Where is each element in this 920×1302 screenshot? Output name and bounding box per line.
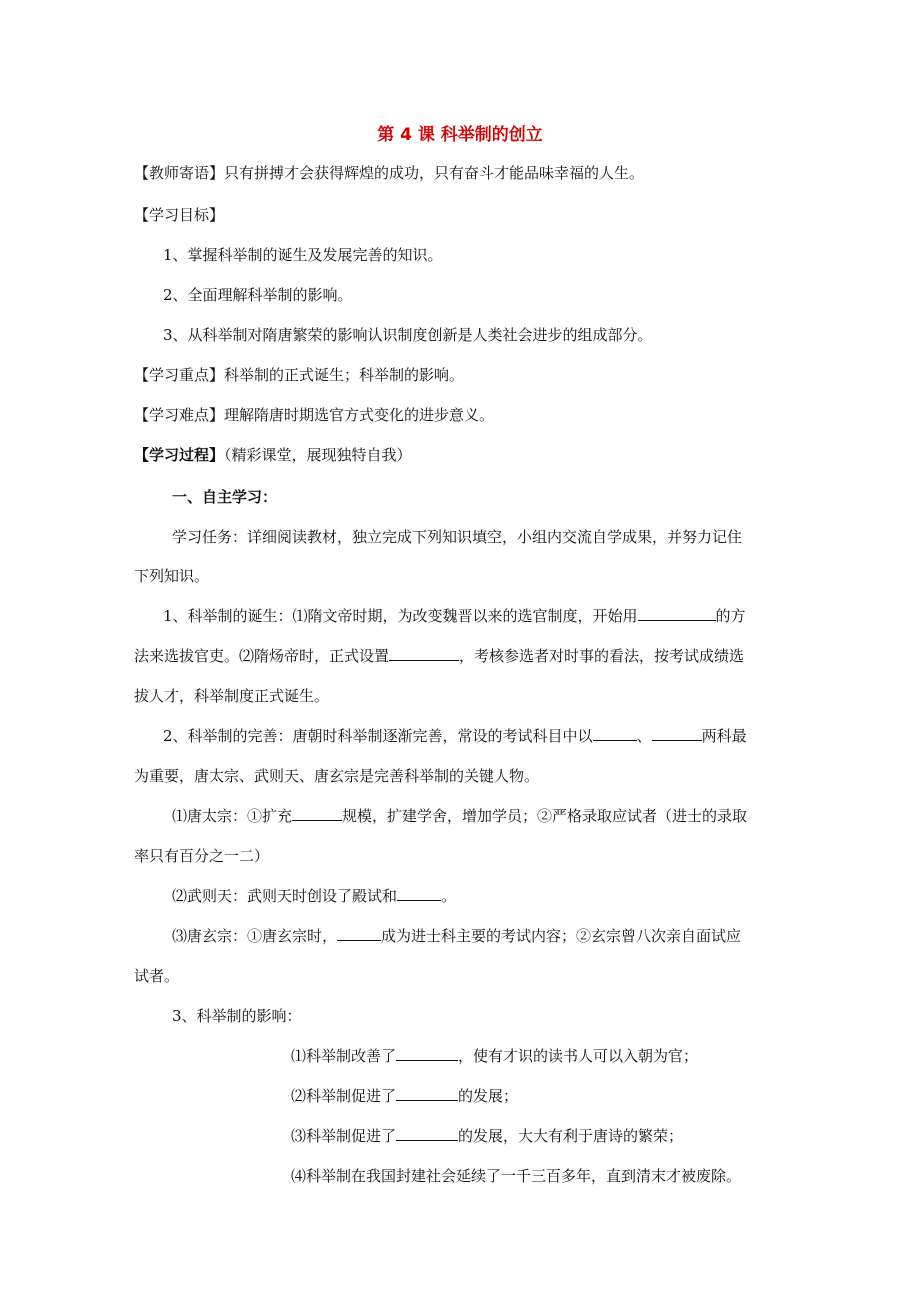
wuzetian-text: 。 (441, 887, 457, 905)
xuanzong-text: ⑶唐玄宗：①唐玄宗时， (172, 927, 338, 945)
page-title: 第 4 课 科举制的创立 (377, 125, 543, 145)
task-line-1: 学习任务：详细阅读教材，独立完成下列知识填空，小组内交流自学成果，并努力记住 (172, 528, 743, 546)
process-text: （精彩课堂，展现独特自我） (224, 446, 412, 464)
fill-blank[interactable] (389, 646, 459, 661)
perfect-line-1 (163, 726, 747, 746)
birth-text: 1、科举制的诞生：⑴隋文帝时期，为改变魏晋以来的选官制度，开始用 (163, 607, 638, 625)
difficulty-points (134, 405, 494, 425)
fill-blank[interactable] (397, 886, 441, 901)
impact-text: ⑶科举制促进了 (291, 1127, 397, 1145)
taizong-text: 规模，扩建学舍，增加学员；②严格录取应试者（进士的录取 (342, 807, 748, 825)
goal-item: 3、从科举制对隋唐繁荣的影响认识制度创新是人类社会进步的组成部分。 (163, 326, 653, 344)
birth-line-1 (163, 606, 746, 626)
taizong-line-1 (172, 806, 747, 826)
impact-heading: 3、科举制的影响： (172, 1007, 302, 1025)
xuanzong-text: 成为进士科主要的考试内容；②玄宗曾八次亲自面试应 (381, 927, 742, 945)
fill-blank[interactable] (652, 726, 702, 741)
fill-blank[interactable] (292, 806, 342, 821)
key-points (134, 365, 464, 385)
fill-blank[interactable] (337, 926, 381, 941)
birth-text: 的方 (715, 607, 746, 625)
birth-line-3: 拔人才，科举制度正式诞生。 (134, 687, 330, 705)
fill-blank[interactable] (638, 606, 716, 621)
fill-blank[interactable] (396, 1126, 458, 1141)
teacher-label: 【教师寄语】 (134, 164, 225, 182)
goal-item: 2、全面理解科举制的影响。 (163, 286, 353, 304)
impact-item-1 (291, 1046, 698, 1066)
wuzetian-text: ⑵武则天：武则天时创设了殿试和 (172, 887, 398, 905)
teacher-message (134, 163, 644, 183)
perfect-text: 两科最 (701, 727, 747, 745)
fill-blank[interactable] (593, 726, 637, 741)
impact-text: 的发展，大大有利于唐诗的繁荣； (458, 1127, 684, 1145)
impact-item-3 (291, 1126, 683, 1146)
process-heading (134, 445, 412, 465)
process-label: 【学习过程】 (134, 446, 225, 464)
section-heading: 一、自主学习： (172, 488, 278, 506)
impact-text: ⑴科举制改善了 (291, 1047, 397, 1065)
impact-text: ⑵科举制促进了 (291, 1087, 397, 1105)
key-label: 【学习重点】 (134, 366, 225, 384)
birth-text: ，考核参选者对时事的看法，按考试成绩选 (459, 647, 745, 665)
impact-item-2 (291, 1086, 518, 1106)
perfect-line-2: 为重要，唐太宗、武则天、唐玄宗是完善科举制的关键人物。 (134, 767, 540, 785)
fill-blank[interactable] (396, 1046, 458, 1061)
perfect-text: 2、科举制的完善：唐朝时科举制逐渐完善，常设的考试科目中以 (163, 727, 593, 745)
goal-item: 1、掌握科举制的诞生及发展完善的知识。 (163, 246, 443, 264)
impact-text: 的发展； (458, 1087, 519, 1105)
fill-blank[interactable] (396, 1086, 458, 1101)
perfect-text: 、 (636, 727, 652, 745)
task-line-2: 下列知识。 (134, 567, 210, 585)
difficulty-text: 理解隋唐时期选官方式变化的进步意义。 (224, 406, 495, 424)
birth-text: 法来选拔官吏。⑵隋炀帝时，正式设置 (134, 647, 390, 665)
impact-item-4: ⑷科举制在我国封建社会延续了一千三百多年，直到清末才被废除。 (291, 1167, 742, 1185)
goals-label: 【学习目标】 (134, 206, 225, 224)
xuanzong-line-2: 试者。 (134, 967, 180, 985)
birth-line-2 (134, 646, 744, 666)
xuanzong-line-1 (172, 926, 741, 946)
wuzetian-line (172, 886, 456, 906)
taizong-line-2: 率只有百分之一二） (134, 847, 270, 865)
taizong-text: ⑴唐太宗：①扩充 (172, 807, 293, 825)
teacher-text: 只有拼搏才会获得辉煌的成功，只有奋斗才能品味幸福的人生。 (224, 164, 645, 182)
difficulty-label: 【学习难点】 (134, 406, 225, 424)
key-text: 科举制的正式诞生；科举制的影响。 (224, 366, 465, 384)
impact-text: ，使有才识的读书人可以入朝为官； (458, 1047, 699, 1065)
